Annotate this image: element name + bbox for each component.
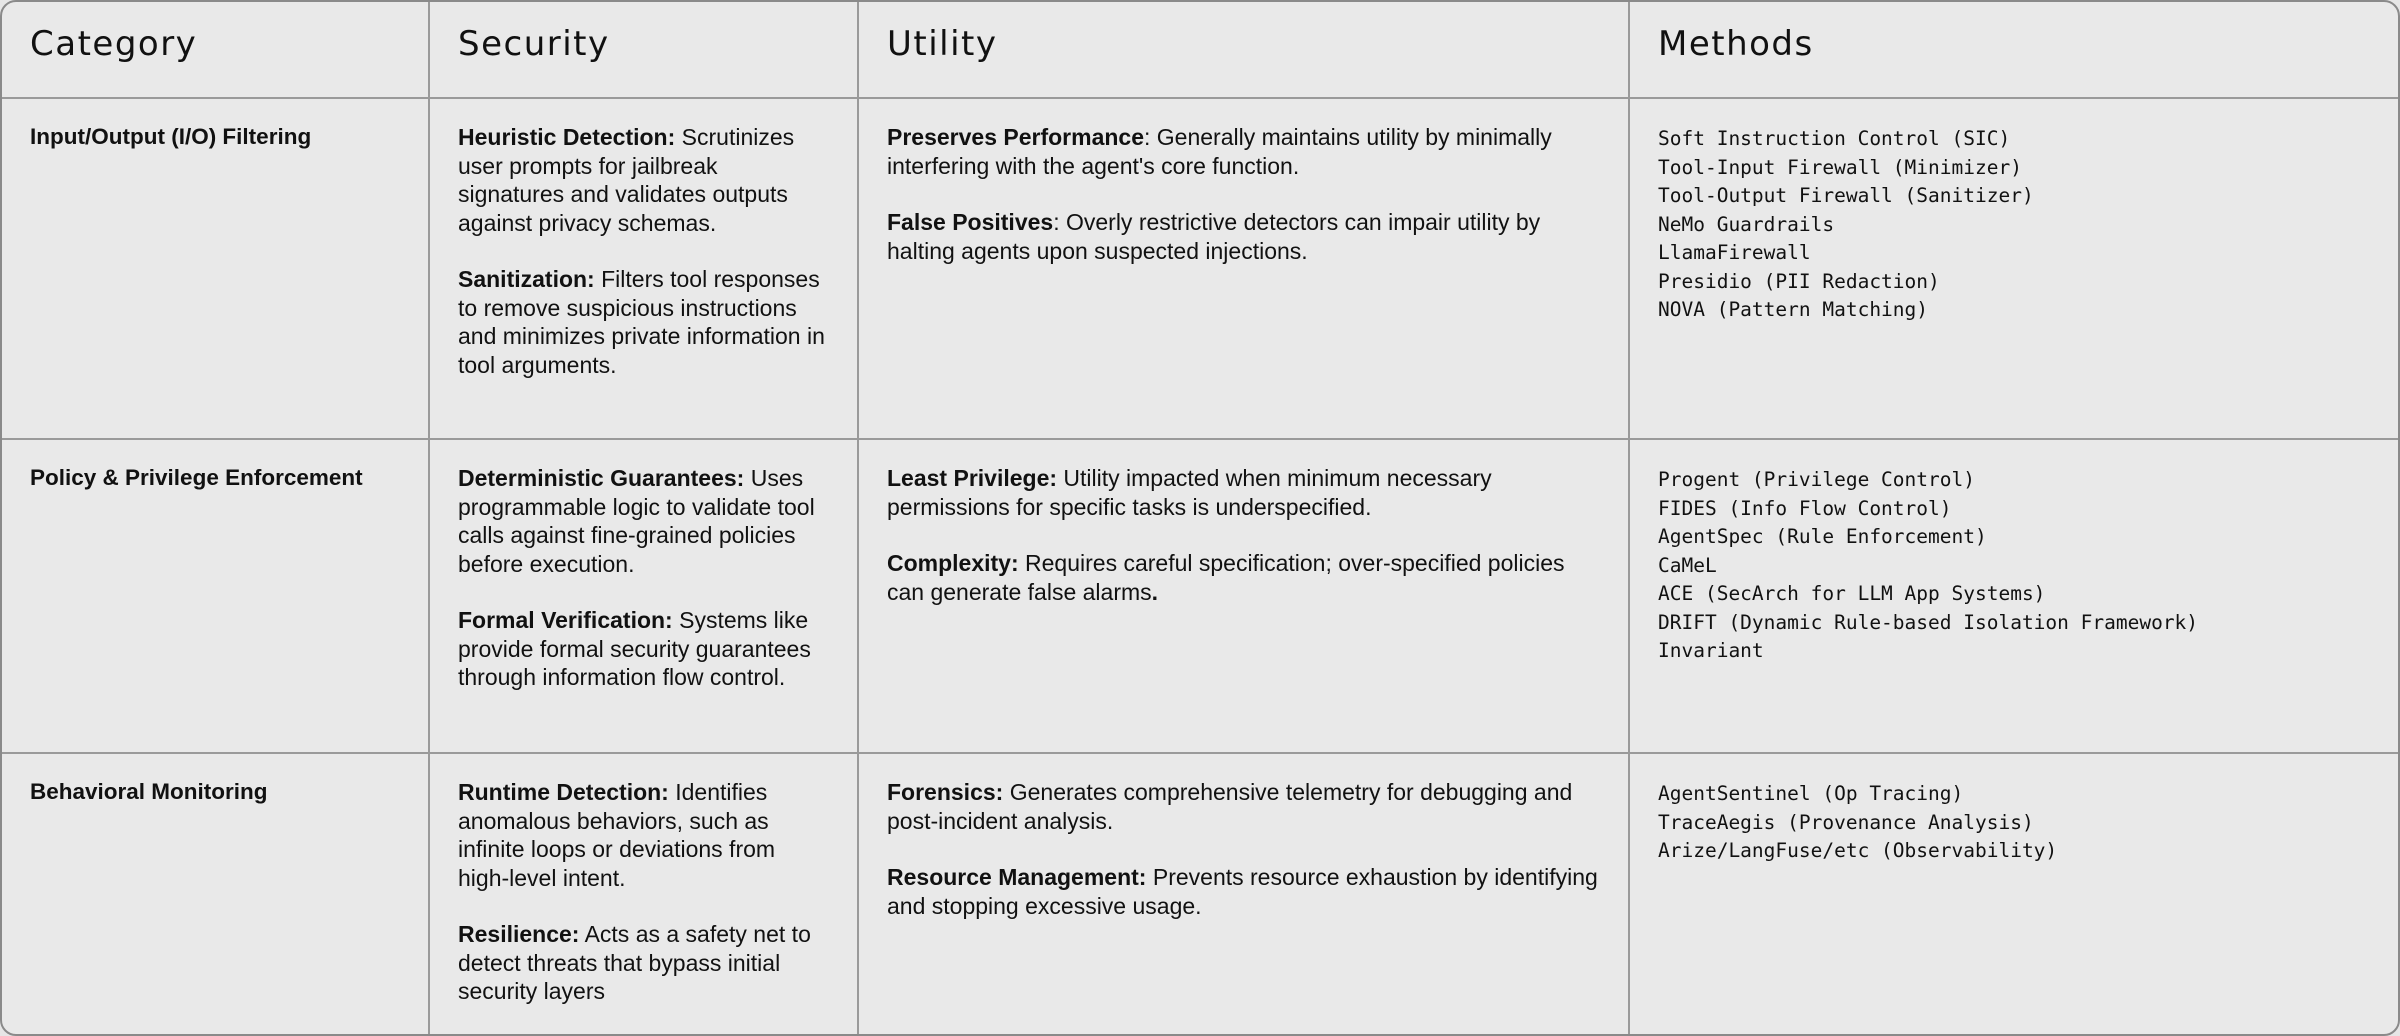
method-item: NOVA (Pattern Matching) (1658, 298, 1929, 321)
point-text: Utility impacted when minimum necessary permissions for specific tasks is underspecified. (887, 465, 1492, 520)
method-item: DRIFT (Dynamic Rule-based Isolation Framework) (1658, 610, 2199, 634)
method-item: FIDES (Info Flow Control) (1658, 496, 1952, 520)
method-item: Presidio (PII Redaction) (1658, 269, 1940, 293)
security-point (458, 606, 829, 692)
category-cell: Input/Output (I/O) Filtering (2, 98, 429, 439)
utility-cell (858, 98, 1629, 439)
method-item: NeMo Guardrails (1658, 212, 1835, 236)
point-title: Least Privilege: (887, 465, 1058, 491)
utility-point (887, 464, 1600, 521)
point-title: Heuristic Detection: (458, 124, 676, 150)
point-text: : Generally maintains utility by minimally interfering with the agent's core function. (887, 124, 1552, 179)
methods-cell (1629, 439, 2400, 753)
point-text: Requires careful specification; over-specified policies can generate false alarms (887, 550, 1565, 605)
point-text: : Overly restrictive detectors can impair utility by halting agents upon suspected injections. (887, 209, 1541, 264)
security-cell (429, 439, 858, 753)
method-item: Tool-Input Firewall (Minimizer) (1658, 155, 2022, 179)
utility-point (887, 549, 1600, 606)
method-item: AgentSentinel (Op Tracing) (1658, 782, 1964, 805)
header-methods: Methods (1629, 2, 2400, 98)
table-row (2, 753, 2400, 1036)
point-text: Prevents resource exhaustion by identifying and stopping excessive usage. (887, 864, 1598, 919)
table-row (2, 439, 2400, 753)
utility-point (887, 863, 1600, 920)
point-title: Sanitization: (458, 266, 595, 292)
utility-point (887, 123, 1600, 180)
category-cell: Behavioral Monitoring (2, 753, 429, 1036)
security-point (458, 464, 829, 578)
category-cell: Policy & Privilege Enforcement (2, 439, 429, 753)
security-point (458, 123, 829, 237)
point-title: Complexity: (887, 550, 1019, 576)
method-item: ACE (SecArch for LLM App Systems) (1658, 582, 2046, 605)
security-cell (429, 98, 858, 439)
security-point (458, 920, 829, 1006)
point-title: Formal Verification: (458, 607, 673, 633)
point-text: Acts as a safety net to detect threats that bypass initial security layers (458, 921, 811, 1004)
point-text: Scrutinizes user prompts for jailbreak signatures and validates outputs against privacy schemas. (458, 124, 795, 236)
point-text: Identifies anomalous behaviors, such as infinite loops or deviations from high-level intent. (458, 779, 776, 891)
point-title: Resilience: (458, 921, 580, 947)
method-item: LlamaFirewall (1658, 241, 1811, 264)
utility-point (887, 208, 1600, 265)
point-title: Forensics: (887, 779, 1004, 805)
point-text: Uses programmable logic to validate tool calls against fine-grained policies before execution. (458, 465, 815, 577)
security-point (458, 778, 829, 892)
point-title: Preserves Performance (887, 124, 1144, 150)
method-item: Progent (Privilege Control) (1658, 468, 1975, 491)
methods-cell (1629, 98, 2400, 439)
security-point (458, 265, 829, 379)
point-text: Filters tool responses to remove suspicious instructions and minimizes private information in tool arguments. (458, 266, 825, 378)
point-title: Deterministic Guarantees: (458, 465, 745, 491)
header-row (2, 2, 2400, 98)
utility-point (887, 778, 1600, 835)
utility-cell (858, 753, 1629, 1036)
point-tail: . (1151, 578, 1159, 605)
methods-cell (1629, 753, 2400, 1036)
point-text: Systems like provide formal security guarantees through information flow control. (458, 607, 811, 690)
utility-cell (858, 439, 1629, 753)
method-item: CaMeL (1658, 553, 1717, 577)
method-item: Soft Instruction Control (SIC) (1658, 127, 2011, 150)
table-row (2, 98, 2400, 439)
method-item: AgentSpec (Rule Enforcement) (1658, 525, 1987, 548)
method-item: TraceAegis (Provenance Analysis) (1658, 810, 2034, 834)
comparison-table (2, 2, 2400, 1036)
point-text: Generates comprehensive telemetry for debugging and post-incident analysis. (887, 779, 1573, 834)
point-title: Runtime Detection: (458, 779, 669, 805)
point-title: Resource Management: (887, 864, 1147, 890)
method-item: Invariant (1658, 639, 1764, 662)
header-utility: Utility (858, 2, 1629, 98)
method-item: Arize/LangFuse/etc (Observability) (1658, 839, 2058, 862)
method-item: Tool-Output Firewall (Sanitizer) (1658, 184, 2034, 207)
point-title: False Positives (887, 209, 1054, 235)
security-cell (429, 753, 858, 1036)
header-security: Security (429, 2, 858, 98)
header-category: Category (2, 2, 429, 98)
